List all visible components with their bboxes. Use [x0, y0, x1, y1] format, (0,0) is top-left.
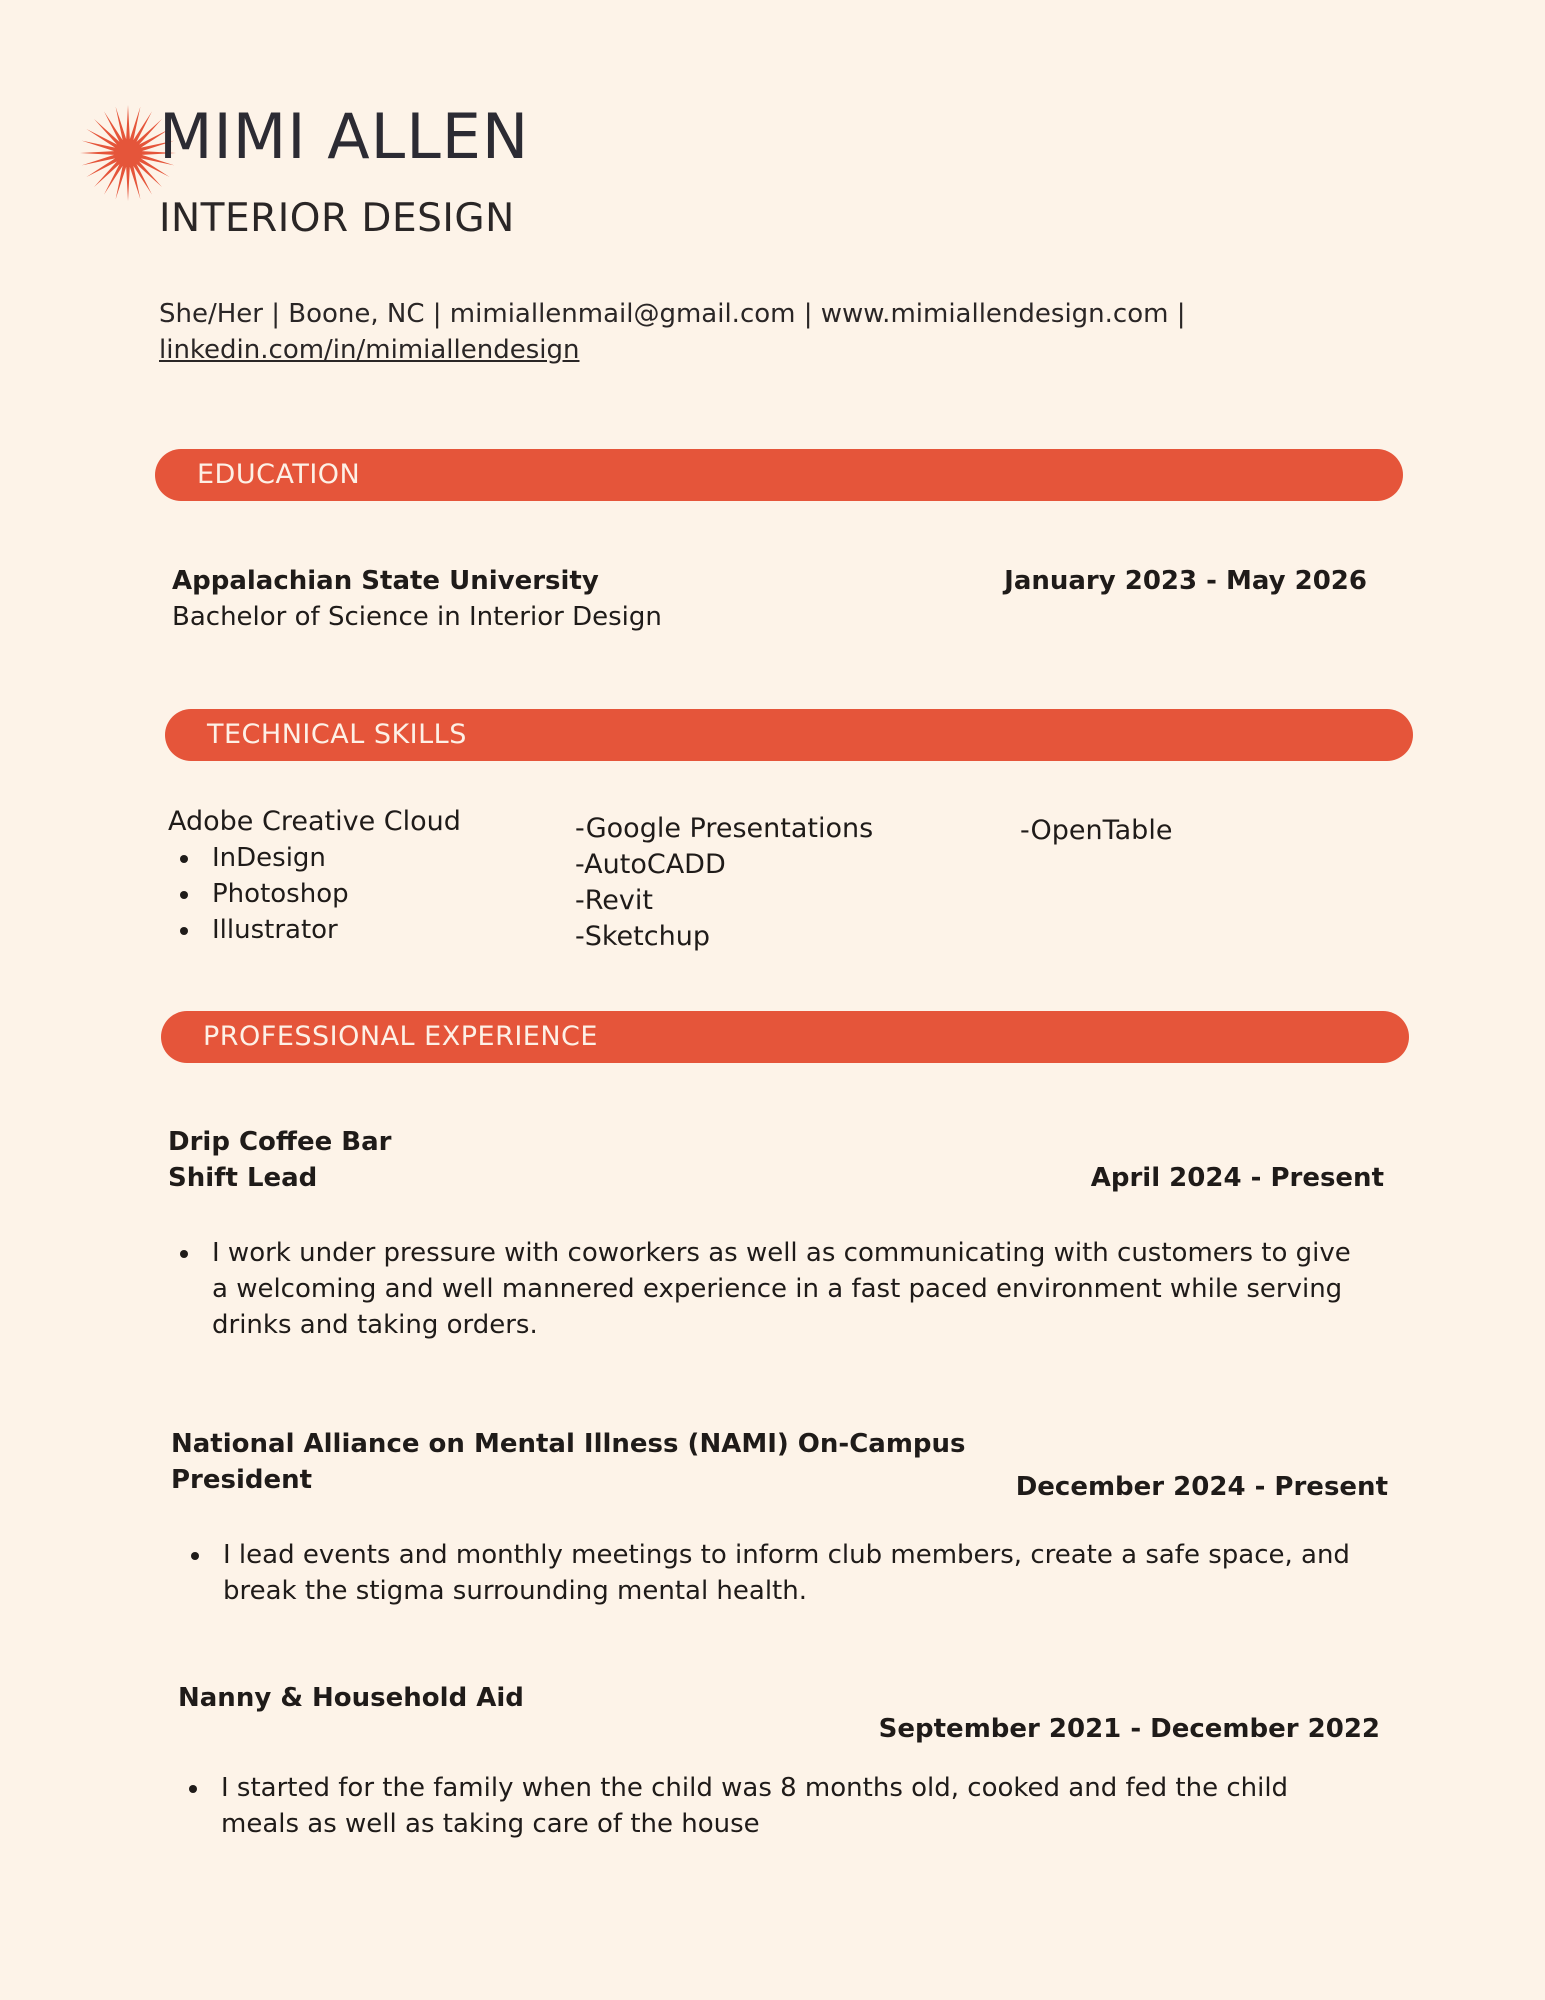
experience-heading-bar [161, 1011, 1409, 1063]
list-item: -Google Presentations [575, 813, 874, 844]
education-heading: EDUCATION [197, 459, 361, 490]
skills-group-title: Adobe Creative Cloud [168, 806, 461, 837]
list-item: -Sketchup [575, 921, 710, 952]
job-2-org: National Alliance on Mental Illness (NAMI) On-Campus [171, 1429, 966, 1459]
candidate-name: MIMI ALLEN [159, 100, 530, 173]
contact-info [159, 296, 1185, 368]
job-1-line-2: a welcoming and well mannered experience in a fast paced environment while serving [212, 1274, 1343, 1304]
skills-heading: TECHNICAL SKILLS [207, 719, 467, 750]
job-1-line-1: I work under pressure with coworkers as well as communicating with customers to give [212, 1238, 1351, 1268]
job-3-org: Nanny & Household Aid [178, 1683, 524, 1713]
job-1-org: Drip Coffee Bar [168, 1127, 392, 1157]
job-3-line-1: I started for the family when the child was 8 months old, cooked and fed the child [221, 1773, 1289, 1803]
contact-line: She/Her | Boone, NC | mimiallenmail@gmail.com | www.mimiallendesign.com | [159, 299, 1186, 329]
job-1-description [170, 1235, 1351, 1343]
education-school: Appalachian State University [172, 566, 599, 596]
skills-heading-bar [165, 709, 1413, 761]
list-item: -AutoCADD [575, 849, 726, 880]
list-item: Illustrator [168, 912, 349, 948]
job-1-line-3: drinks and taking orders. [212, 1310, 538, 1340]
job-2-dates: December 2024 - Present [1015, 1472, 1388, 1502]
job-2-description [181, 1537, 1350, 1609]
experience-heading: PROFESSIONAL EXPERIENCE [203, 1021, 598, 1052]
education-dates: January 2023 - May 2026 [1004, 566, 1367, 596]
candidate-field: INTERIOR DESIGN [159, 196, 515, 241]
job-1-dates: April 2024 - Present [1090, 1163, 1384, 1193]
job-3-line-2: meals as well as taking care of the house [221, 1809, 760, 1839]
job-3-dates: September 2021 - December 2022 [878, 1714, 1380, 1744]
education-degree: Bachelor of Science in Interior Design [172, 602, 662, 632]
linkedin-link[interactable]: linkedin.com/in/mimiallendesign [159, 335, 580, 365]
skills-column-3 [1020, 813, 1172, 849]
skills-adobe-list [168, 840, 349, 948]
list-item: InDesign [168, 840, 349, 876]
education-heading-bar [155, 449, 1403, 501]
job-2-line-2: break the stigma surrounding mental health. [223, 1576, 807, 1606]
list-item: -Revit [575, 885, 653, 916]
job-2-line-1: I lead events and monthly meetings to inform club members, create a safe space, and [223, 1540, 1350, 1570]
skills-column-2 [575, 811, 873, 955]
list-item: Photoshop [168, 876, 349, 912]
job-1-role: Shift Lead [168, 1163, 318, 1193]
job-3-description [179, 1770, 1288, 1842]
list-item: -OpenTable [1020, 815, 1173, 846]
job-2-role: President [171, 1465, 313, 1495]
